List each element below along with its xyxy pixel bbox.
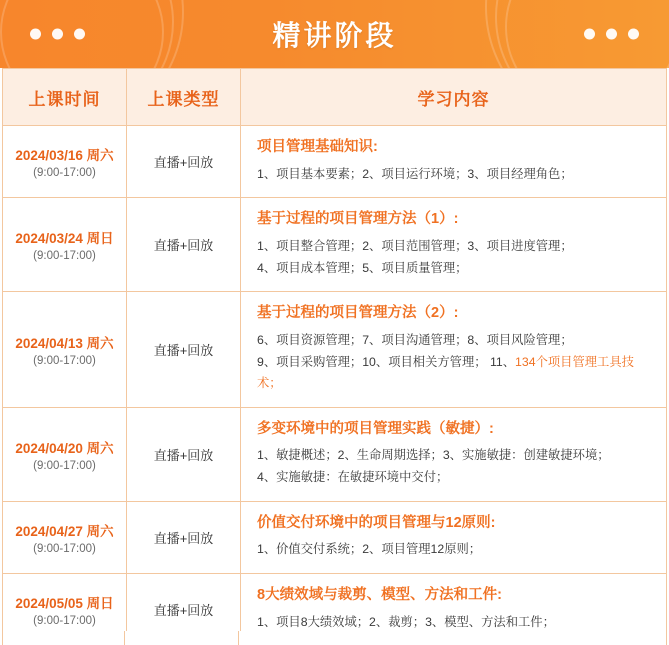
- table-row: [3, 126, 667, 198]
- page-title: 精讲阶段: [272, 20, 397, 51]
- content-title: 项目管理基础知识:: [257, 139, 378, 155]
- cell-class-time: [3, 407, 127, 501]
- column-header-class-type: 上课类型: [127, 69, 241, 126]
- content-line: [257, 164, 652, 186]
- dot-icon: [584, 29, 595, 40]
- content-line: [257, 258, 652, 280]
- content-title: 基于过程的项目管理方法（2）:: [257, 305, 459, 322]
- cell-class-type: 直播+回放: [127, 292, 241, 407]
- content-line-text: 1、项目8大绩效域；2、裁剪；3、模型、方法和工件；: [257, 614, 555, 629]
- class-date: 2024/05/05 周日: [15, 596, 114, 612]
- content-line-text: 9、项目采购管理；10、项目相关方管理； 11、: [257, 354, 516, 369]
- cell-study-content: [241, 292, 667, 407]
- content-line: [257, 539, 652, 561]
- cell-class-time: [3, 126, 127, 198]
- content-line: [257, 467, 652, 489]
- table-row: [3, 292, 667, 407]
- content-title: 8大绩效域与裁剪、模型、方法和工件:: [257, 586, 502, 603]
- class-hours: (9:00-17:00): [33, 542, 96, 555]
- table-row: [3, 501, 667, 573]
- content-line: [257, 445, 652, 467]
- class-date: 2024/03/24 周日: [15, 231, 114, 247]
- cell-study-content: [241, 126, 667, 198]
- header-banner: [0, 0, 669, 68]
- dot-icon: [74, 29, 85, 40]
- cell-class-type: 直播+回放: [127, 573, 241, 645]
- dot-icon: [52, 29, 63, 40]
- cell-class-type: 直播+回放: [127, 407, 241, 501]
- column-header-class-time: 上课时间: [3, 69, 127, 126]
- grid-tick: [124, 631, 125, 645]
- cell-study-content: [241, 407, 667, 501]
- column-header-study-content: 学习内容: [241, 69, 667, 126]
- schedule-table-wrapper: [0, 68, 669, 645]
- left-dots-decoration: [30, 29, 85, 40]
- table-row: [3, 198, 667, 292]
- cell-class-time: [3, 501, 127, 573]
- schedule-table: [2, 68, 667, 645]
- cell-study-content: [241, 198, 667, 292]
- content-line-text: 1、敏捷概述；2、生命周期选择；3、实施敏捷：创建敏捷环境；: [257, 448, 610, 463]
- class-date: 2024/04/13 周六: [15, 335, 114, 351]
- grid-tick: [238, 631, 239, 645]
- class-hours: (9:00-17:00): [33, 250, 96, 263]
- content-line: [257, 236, 652, 258]
- content-line-text: 6、项目资源管理；7、项目沟通管理；8、项目风险管理；: [257, 333, 573, 348]
- cell-class-type: 直播+回放: [127, 501, 241, 573]
- cell-class-type: 直播+回放: [127, 126, 241, 198]
- content-line-text: 1、价值交付系统；2、项目管理12原则；: [257, 542, 482, 557]
- dot-icon: [628, 29, 639, 40]
- content-line-text: 1、项目基本要素；2、项目运行环境；3、项目经理角色；: [257, 166, 573, 181]
- right-dots-decoration: [584, 29, 639, 40]
- table-body: [3, 126, 667, 645]
- class-date: 2024/04/20 周六: [15, 440, 114, 456]
- class-date: 2024/04/27 周六: [15, 523, 114, 539]
- table-row: [3, 407, 667, 501]
- bottom-edge-strip: [0, 631, 669, 645]
- content-line-highlight: 134个项目管理工具技术；: [257, 354, 634, 391]
- dot-icon: [606, 29, 617, 40]
- cell-study-content: [241, 501, 667, 573]
- content-line: [257, 330, 652, 352]
- content-line-text: 4、实施敏捷：在敏捷环境中交付；: [257, 469, 449, 484]
- class-hours: (9:00-17:00): [33, 459, 96, 472]
- content-title: 基于过程的项目管理方法（1）:: [257, 211, 459, 228]
- cell-class-type: 直播+回放: [127, 198, 241, 292]
- class-hours: (9:00-17:00): [33, 615, 96, 628]
- grid-tick: [666, 631, 667, 645]
- content-title: 价值交付环境中的项目管理与12原则:: [257, 514, 496, 531]
- table-header-row: [3, 69, 667, 126]
- content-title: 多变环境中的项目管理实践（敏捷）:: [257, 420, 494, 437]
- content-line: [257, 352, 652, 395]
- cell-class-time: [3, 198, 127, 292]
- class-date: 2024/03/16 周六: [15, 148, 114, 164]
- grid-tick: [2, 631, 3, 645]
- cell-class-time: [3, 292, 127, 407]
- content-line-text: 4、项目成本管理；5、项目质量管理；: [257, 260, 468, 275]
- class-hours: (9:00-17:00): [33, 167, 96, 180]
- content-line-text: 1、项目整合管理；2、项目范围管理；3、项目进度管理；: [257, 239, 573, 254]
- dot-icon: [30, 29, 41, 40]
- content-line: [257, 612, 652, 634]
- class-hours: (9:00-17:00): [33, 354, 96, 367]
